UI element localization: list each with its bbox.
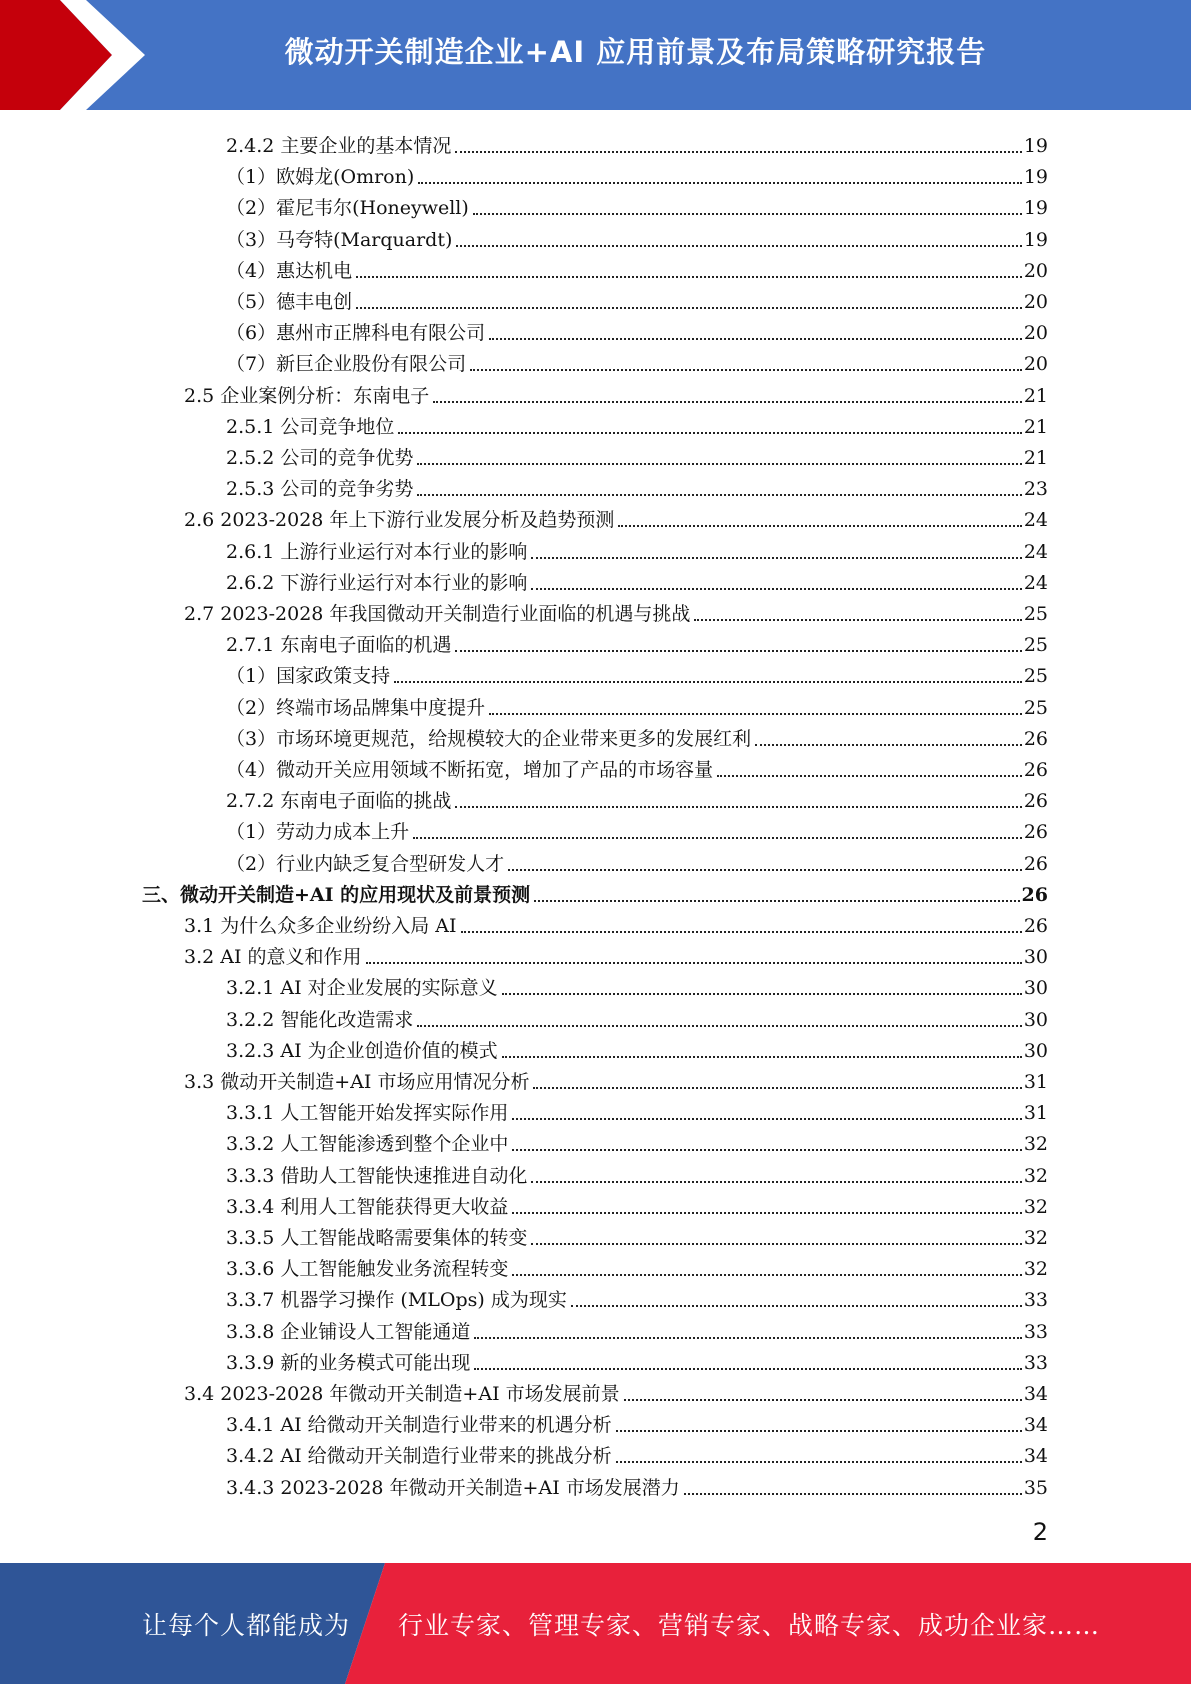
toc-entry-label: 2.6 2023-2028 年上下游行业发展分析及趋势预测 — [184, 509, 615, 532]
toc-leader-dots — [618, 524, 1021, 527]
toc-leader-dots — [616, 1429, 1022, 1432]
toc-entry-label: 2.5.3 公司的竞争劣势 — [226, 478, 414, 501]
toc-entry-label: 3.3.5 人工智能战略需要集体的转变 — [226, 1227, 528, 1249]
toc-entry-label: （7）新巨企业股份有限公司 — [226, 353, 467, 376]
toc-leader-dots — [512, 1148, 1021, 1151]
toc-entry-page: 33 — [1023, 1289, 1048, 1312]
toc-leader-dots — [531, 1242, 1021, 1245]
toc-entry[interactable] — [226, 1313, 1048, 1344]
toc-entry-page: 32 — [1023, 1258, 1048, 1281]
toc-entry-label: 3.3.8 企业铺设人工智能通道 — [226, 1320, 471, 1343]
toc-entry-label: 3.4.3 2023-2028 年微动开关制造+AI 市场发展潜力 — [226, 1476, 680, 1499]
toc-leader-dots — [571, 1304, 1022, 1307]
toc-entry-page: 24 — [1023, 540, 1048, 563]
toc-entry-label: （4）微动开关应用领域不断拓宽，增加了产品的市场容量 — [226, 759, 714, 781]
toc-entry-page: 20 — [1023, 291, 1048, 313]
toc-entry[interactable] — [226, 1219, 1048, 1250]
toc-leader-dots — [531, 556, 1021, 559]
toc-entry[interactable] — [226, 1125, 1048, 1156]
toc-entry-label: 3.2.1 AI 对企业发展的实际意义 — [226, 977, 498, 1000]
toc-entry-page: 31 — [1023, 1071, 1048, 1093]
toc-leader-dots — [366, 961, 1022, 964]
toc-entry[interactable] — [226, 689, 1048, 720]
toc-entry[interactable] — [226, 813, 1048, 844]
footer-slogan-right: 行业专家、管理专家、营销专家、战略专家、成功企业家…… — [398, 1610, 1101, 1640]
toc-entry-label: （5）德丰电创 — [226, 291, 353, 313]
toc-entry-label: 2.4.2 主要企业的基本情况 — [226, 135, 452, 157]
toc-entry-label: （1）国家政策支持 — [226, 665, 391, 688]
toc-entry[interactable] — [226, 969, 1048, 1000]
toc-entry-label: （3）马夸特(Marquardt) — [226, 228, 453, 251]
toc-leader-dots — [417, 462, 1021, 465]
toc-entry[interactable] — [226, 1437, 1048, 1468]
toc-leader-dots — [512, 1211, 1021, 1214]
toc-entry-page: 30 — [1023, 1039, 1048, 1062]
toc-entry-page: 32 — [1023, 1195, 1048, 1218]
toc-entry-page: 30 — [1023, 1008, 1048, 1031]
toc-entry[interactable] — [226, 782, 1048, 813]
toc-leader-dots — [531, 1180, 1021, 1183]
toc-entry-page: 26 — [1023, 821, 1048, 844]
toc-entry-page: 25 — [1023, 696, 1048, 719]
toc-leader-dots — [455, 150, 1021, 153]
toc-entry-label: （3）市场环境更规范，给规模较大的企业带来更多的发展红利 — [226, 727, 752, 750]
toc-entry[interactable] — [226, 1157, 1048, 1188]
toc-entry[interactable] — [226, 1250, 1048, 1281]
toc-entry-page: 26 — [1023, 915, 1048, 937]
toc-entry-page: 32 — [1023, 1133, 1048, 1156]
toc-entry-page: 24 — [1023, 571, 1048, 594]
toc-entry-page: 19 — [1023, 228, 1048, 251]
toc-entry-page: 32 — [1023, 1164, 1048, 1187]
toc-entry-label: 2.7 2023-2028 年我国微动开关制造行业面临的机遇与挑战 — [184, 603, 691, 625]
toc-leader-dots — [531, 587, 1021, 590]
toc-leader-dots — [489, 337, 1022, 340]
toc-entry-label: （1）劳动力成本上升 — [226, 821, 410, 844]
toc-entry-page: 21 — [1023, 415, 1048, 438]
toc-entry-page: 26 — [1021, 883, 1048, 906]
toc-leader-dots — [694, 618, 1021, 621]
toc-entry-page: 33 — [1023, 1320, 1048, 1343]
toc-leader-dots — [413, 836, 1022, 839]
toc-entry-label: 3.3.3 借助人工智能快速推进自动化 — [226, 1164, 528, 1187]
toc-entry[interactable] — [226, 252, 1048, 283]
toc-leader-dots — [470, 368, 1022, 371]
toc-entry-label: 3.2.3 AI 为企业创造价值的模式 — [226, 1039, 498, 1062]
toc-entry-label: 3.3.4 利用人工智能获得更大收益 — [226, 1195, 509, 1218]
toc-leader-dots — [489, 712, 1022, 715]
toc-entry-page: 21 — [1023, 447, 1048, 469]
toc-entry[interactable] — [184, 501, 1048, 532]
toc-entry-label: （2）霍尼韦尔(Honeywell) — [226, 197, 469, 220]
page-header — [0, 0, 1191, 110]
page-number: 2 — [1032, 1518, 1048, 1546]
toc-entry-page: 30 — [1023, 977, 1048, 1000]
toc-entry-page: 26 — [1023, 727, 1048, 750]
toc-entry-page: 23 — [1023, 478, 1048, 501]
toc-entry-label: 2.5 企业案例分析：东南电子 — [184, 384, 430, 407]
toc-leader-dots — [455, 649, 1021, 652]
toc-entry[interactable] — [226, 314, 1048, 345]
toc-entry[interactable] — [184, 907, 1048, 938]
toc-entry[interactable] — [226, 720, 1048, 751]
toc-leader-dots — [417, 1024, 1021, 1027]
toc-leader-dots — [356, 275, 1022, 278]
toc-entry[interactable] — [226, 189, 1048, 220]
toc-leader-dots — [398, 431, 1021, 434]
toc-entry[interactable] — [226, 408, 1048, 439]
toc-entry-label: 3.3.6 人工智能触发业务流程转变 — [226, 1258, 509, 1281]
toc-entry-page: 21 — [1023, 384, 1048, 407]
toc-entry-label: 三、微动开关制造+AI 的应用现状及前景预测 — [142, 883, 531, 906]
toc-leader-dots — [508, 868, 1022, 871]
toc-entry[interactable] — [184, 377, 1048, 408]
toc-leader-dots — [455, 805, 1021, 808]
toc-entry-page: 19 — [1023, 197, 1048, 220]
toc-entry[interactable] — [226, 657, 1048, 688]
toc-entry-label: 3.3.7 机器学习操作 (MLOps) 成为现实 — [226, 1289, 567, 1312]
toc-entry-label: （1）欧姆龙(Omron) — [226, 166, 415, 189]
toc-leader-dots — [502, 1055, 1022, 1058]
toc-entry[interactable] — [226, 533, 1048, 564]
toc-entry-label: 3.3.9 新的业务模式可能出现 — [226, 1351, 471, 1374]
toc-leader-dots — [755, 743, 1022, 746]
toc-entry-label: 3.3 微动开关制造+AI 市场应用情况分析 — [184, 1071, 530, 1093]
toc-entry[interactable] — [226, 1188, 1048, 1219]
toc-entry[interactable] — [226, 1281, 1048, 1312]
toc-entry[interactable] — [226, 845, 1048, 876]
toc-entry[interactable] — [226, 158, 1048, 189]
toc-entry-page: 34 — [1023, 1445, 1048, 1468]
toc-leader-dots — [684, 1492, 1022, 1495]
toc-entry-page: 19 — [1023, 166, 1048, 189]
toc-entry[interactable] — [226, 1469, 1048, 1500]
toc-entry-label: （2）终端市场品牌集中度提升 — [226, 696, 486, 719]
toc-entry-label: 2.5.1 公司竞争地位 — [226, 415, 395, 438]
toc-entry[interactable] — [226, 470, 1048, 501]
toc-entry-page: 34 — [1023, 1383, 1048, 1405]
toc-entry[interactable] — [184, 595, 1048, 626]
toc-entry[interactable] — [226, 439, 1048, 470]
toc-entry-label: 3.2 AI 的意义和作用 — [184, 946, 362, 969]
toc-leader-dots — [433, 400, 1022, 403]
toc-leader-dots — [461, 930, 1022, 933]
toc-entry[interactable] — [184, 1375, 1048, 1406]
toc-entry[interactable] — [226, 1406, 1048, 1437]
toc-entry[interactable] — [226, 564, 1048, 595]
toc-leader-dots — [512, 1117, 1021, 1120]
toc-entry[interactable] — [226, 626, 1048, 657]
toc-entry[interactable] — [226, 1001, 1048, 1032]
toc-entry-label: 3.3.2 人工智能渗透到整个企业中 — [226, 1133, 509, 1156]
toc-entry-label: 3.3.1 人工智能开始发挥实际作用 — [226, 1102, 509, 1125]
toc-entry-page: 25 — [1023, 603, 1048, 625]
toc-entry-label: 2.5.2 公司的竞争优势 — [226, 447, 414, 469]
toc-entry[interactable] — [226, 1094, 1048, 1125]
toc-entry[interactable] — [142, 876, 1048, 907]
toc-entry-label: 3.4 2023-2028 年微动开关制造+AI 市场发展前景 — [184, 1383, 620, 1405]
toc-entry-page: 20 — [1023, 353, 1048, 376]
toc-leader-dots — [356, 306, 1022, 309]
toc-leader-dots — [417, 493, 1021, 496]
toc-leader-dots — [474, 1336, 1021, 1339]
toc-entry-label: 3.4.1 AI 给微动开关制造行业带来的机遇分析 — [226, 1414, 612, 1437]
toc-entry-page: 33 — [1023, 1351, 1048, 1374]
toc-entry-label: 2.7.2 东南电子面临的挑战 — [226, 790, 452, 813]
toc-entry[interactable] — [226, 283, 1048, 314]
toc-leader-dots — [624, 1398, 1022, 1401]
toc-entry-page: 25 — [1023, 634, 1048, 657]
toc-entry-page: 26 — [1023, 852, 1048, 875]
toc-entry-page: 26 — [1023, 759, 1048, 781]
page-footer — [0, 1563, 1191, 1684]
toc-entry[interactable] — [226, 751, 1048, 782]
toc-entry-page: 25 — [1023, 665, 1048, 688]
toc-leader-dots — [473, 212, 1022, 215]
toc-entry[interactable] — [184, 938, 1048, 969]
report-title: 微动开关制造企业+AI 应用前景及布局策略研究报告 — [284, 34, 987, 69]
toc-entry[interactable] — [226, 127, 1048, 158]
toc-entry-page: 20 — [1023, 259, 1048, 282]
toc-entry-page: 34 — [1023, 1414, 1048, 1437]
toc-entry[interactable] — [226, 345, 1048, 376]
toc-leader-dots — [534, 899, 1019, 902]
toc-leader-dots — [533, 1086, 1021, 1089]
toc-entry-label: （6）惠州市正牌科电有限公司 — [226, 322, 486, 345]
toc-leader-dots — [456, 244, 1021, 247]
toc-entry-label: 2.7.1 东南电子面临的机遇 — [226, 634, 452, 657]
toc-leader-dots — [512, 1273, 1021, 1276]
toc-entry-page: 30 — [1023, 946, 1048, 969]
toc-entry-label: （4）惠达机电 — [226, 259, 353, 282]
toc-entry-page: 24 — [1023, 509, 1048, 532]
toc-entry-label: 3.1 为什么众多企业纷纷入局 AI — [184, 915, 457, 937]
toc-leader-dots — [418, 181, 1022, 184]
toc-entry-page: 26 — [1023, 790, 1048, 813]
toc-entry-page: 31 — [1023, 1102, 1048, 1125]
toc-entry-page: 19 — [1023, 135, 1048, 157]
toc-leader-dots — [717, 774, 1022, 777]
toc-entry[interactable] — [226, 221, 1048, 252]
toc-entry-label: （2）行业内缺乏复合型研发人才 — [226, 852, 505, 875]
toc-entry-label: 3.2.2 智能化改造需求 — [226, 1008, 414, 1031]
toc-leader-dots — [502, 992, 1022, 995]
toc-entry[interactable] — [226, 1032, 1048, 1063]
footer-slogan-left: 让每个人都能成为 — [142, 1610, 351, 1640]
toc-leader-dots — [394, 680, 1022, 683]
toc-entry-page: 20 — [1023, 322, 1048, 345]
toc-entry-page: 35 — [1023, 1476, 1048, 1499]
toc-entry-label: 2.6.2 下游行业运行对本行业的影响 — [226, 571, 528, 594]
toc-entry-label: 3.4.2 AI 给微动开关制造行业带来的挑战分析 — [226, 1445, 612, 1468]
toc-entry[interactable] — [226, 1344, 1048, 1375]
toc-entry-label: 2.6.1 上游行业运行对本行业的影响 — [226, 540, 528, 563]
toc-leader-dots — [616, 1460, 1022, 1463]
toc-entry-page: 32 — [1023, 1227, 1048, 1249]
toc-leader-dots — [474, 1367, 1021, 1370]
toc-entry[interactable] — [184, 1063, 1048, 1094]
